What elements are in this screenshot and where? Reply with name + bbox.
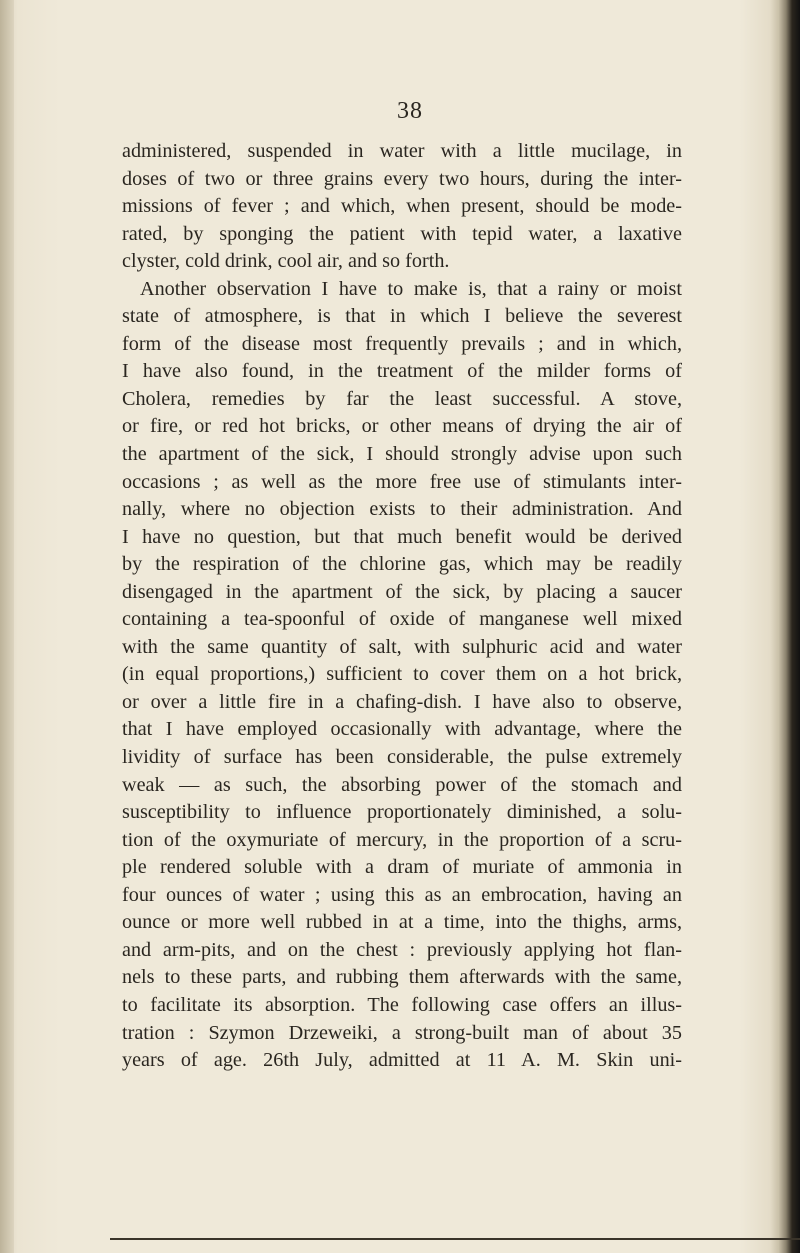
text-line: tion of the oxymuriate of mercury, in the proportion of a scru- bbox=[122, 828, 682, 851]
text-line: lividity of surface has been considerable, the pulse extremely bbox=[122, 746, 682, 769]
text-line: Another observation I have to make is, that a rainy or moist bbox=[140, 277, 682, 300]
text-line: containing a tea-spoonful of oxide of manganese well mixed bbox=[122, 608, 682, 631]
text-line: years of age. 26th July, admitted at 11 A. M. Skin uni- bbox=[122, 1049, 682, 1072]
text-line: nels to these parts, and rubbing them afterwards with the same, bbox=[122, 966, 682, 989]
text-line: susceptibility to influence proportionately diminished, a solu- bbox=[122, 801, 682, 824]
text-line: occasions ; as well as the more free use of stimulants inter- bbox=[122, 470, 682, 493]
text-line: missions of fever ; and which, when present, should be mode- bbox=[122, 195, 682, 218]
text-line: with the same quantity of salt, with sulphuric acid and water bbox=[122, 635, 682, 658]
page-gutter-left bbox=[0, 0, 14, 1253]
text-line: ounce or more well rubbed in at a time, into the thighs, arms, bbox=[122, 911, 682, 934]
text-line: tration : Szymon Drzeweiki, a strong-built man of about 35 bbox=[122, 1021, 682, 1044]
page-bottom-edge bbox=[110, 1238, 800, 1240]
text-line: rated, by sponging the patient with tepid water, a laxative bbox=[122, 222, 682, 245]
text-line: I have also found, in the treatment of the milder forms of bbox=[122, 360, 682, 383]
text-line: nally, where no objection exists to their administration. And bbox=[122, 498, 682, 521]
text-line: state of atmosphere, is that in which I believe the severest bbox=[122, 305, 682, 328]
text-line: Cholera, remedies by far the least successful. A stove, bbox=[122, 387, 682, 410]
text-line: the apartment of the sick, I should strongly advise upon such bbox=[122, 443, 682, 466]
text-line: by the respiration of the chlorine gas, which may be readily bbox=[122, 553, 682, 576]
text-line: ple rendered soluble with a dram of muriate of ammonia in bbox=[122, 856, 682, 879]
text-line: clyster, cold drink, cool air, and so forth. bbox=[122, 250, 450, 273]
text-line: doses of two or three grains every two hours, during the inter- bbox=[122, 167, 682, 190]
text-line: disengaged in the apartment of the sick, by placing a saucer bbox=[122, 580, 682, 603]
text-line: four ounces of water ; using this as an embrocation, having an bbox=[122, 883, 682, 906]
text-line: (in equal proportions,) sufficient to cover them on a hot brick, bbox=[122, 663, 682, 686]
page-edge-right bbox=[778, 0, 800, 1253]
text-line: that I have employed occasionally with advantage, where the bbox=[122, 718, 682, 741]
text-line: and arm-pits, and on the chest : previously applying hot flan- bbox=[122, 938, 682, 961]
page-number: 38 bbox=[397, 98, 423, 124]
text-line: to facilitate its absorption. The following case offers an illus- bbox=[122, 993, 682, 1016]
text-line: weak — as such, the absorbing power of the stomach and bbox=[122, 773, 682, 796]
text-line: I have no question, but that much benefit would be derived bbox=[122, 525, 682, 548]
text-line: or fire, or red hot bricks, or other means of drying the air of bbox=[122, 415, 682, 438]
text-line: administered, suspended in water with a little mucilage, in bbox=[122, 140, 682, 162]
text-line: form of the disease most frequently prevails ; and in which, bbox=[122, 332, 682, 355]
text-line: or over a little fire in a chafing-dish. I have also to observe, bbox=[122, 690, 682, 713]
body-text bbox=[122, 138, 682, 1075]
